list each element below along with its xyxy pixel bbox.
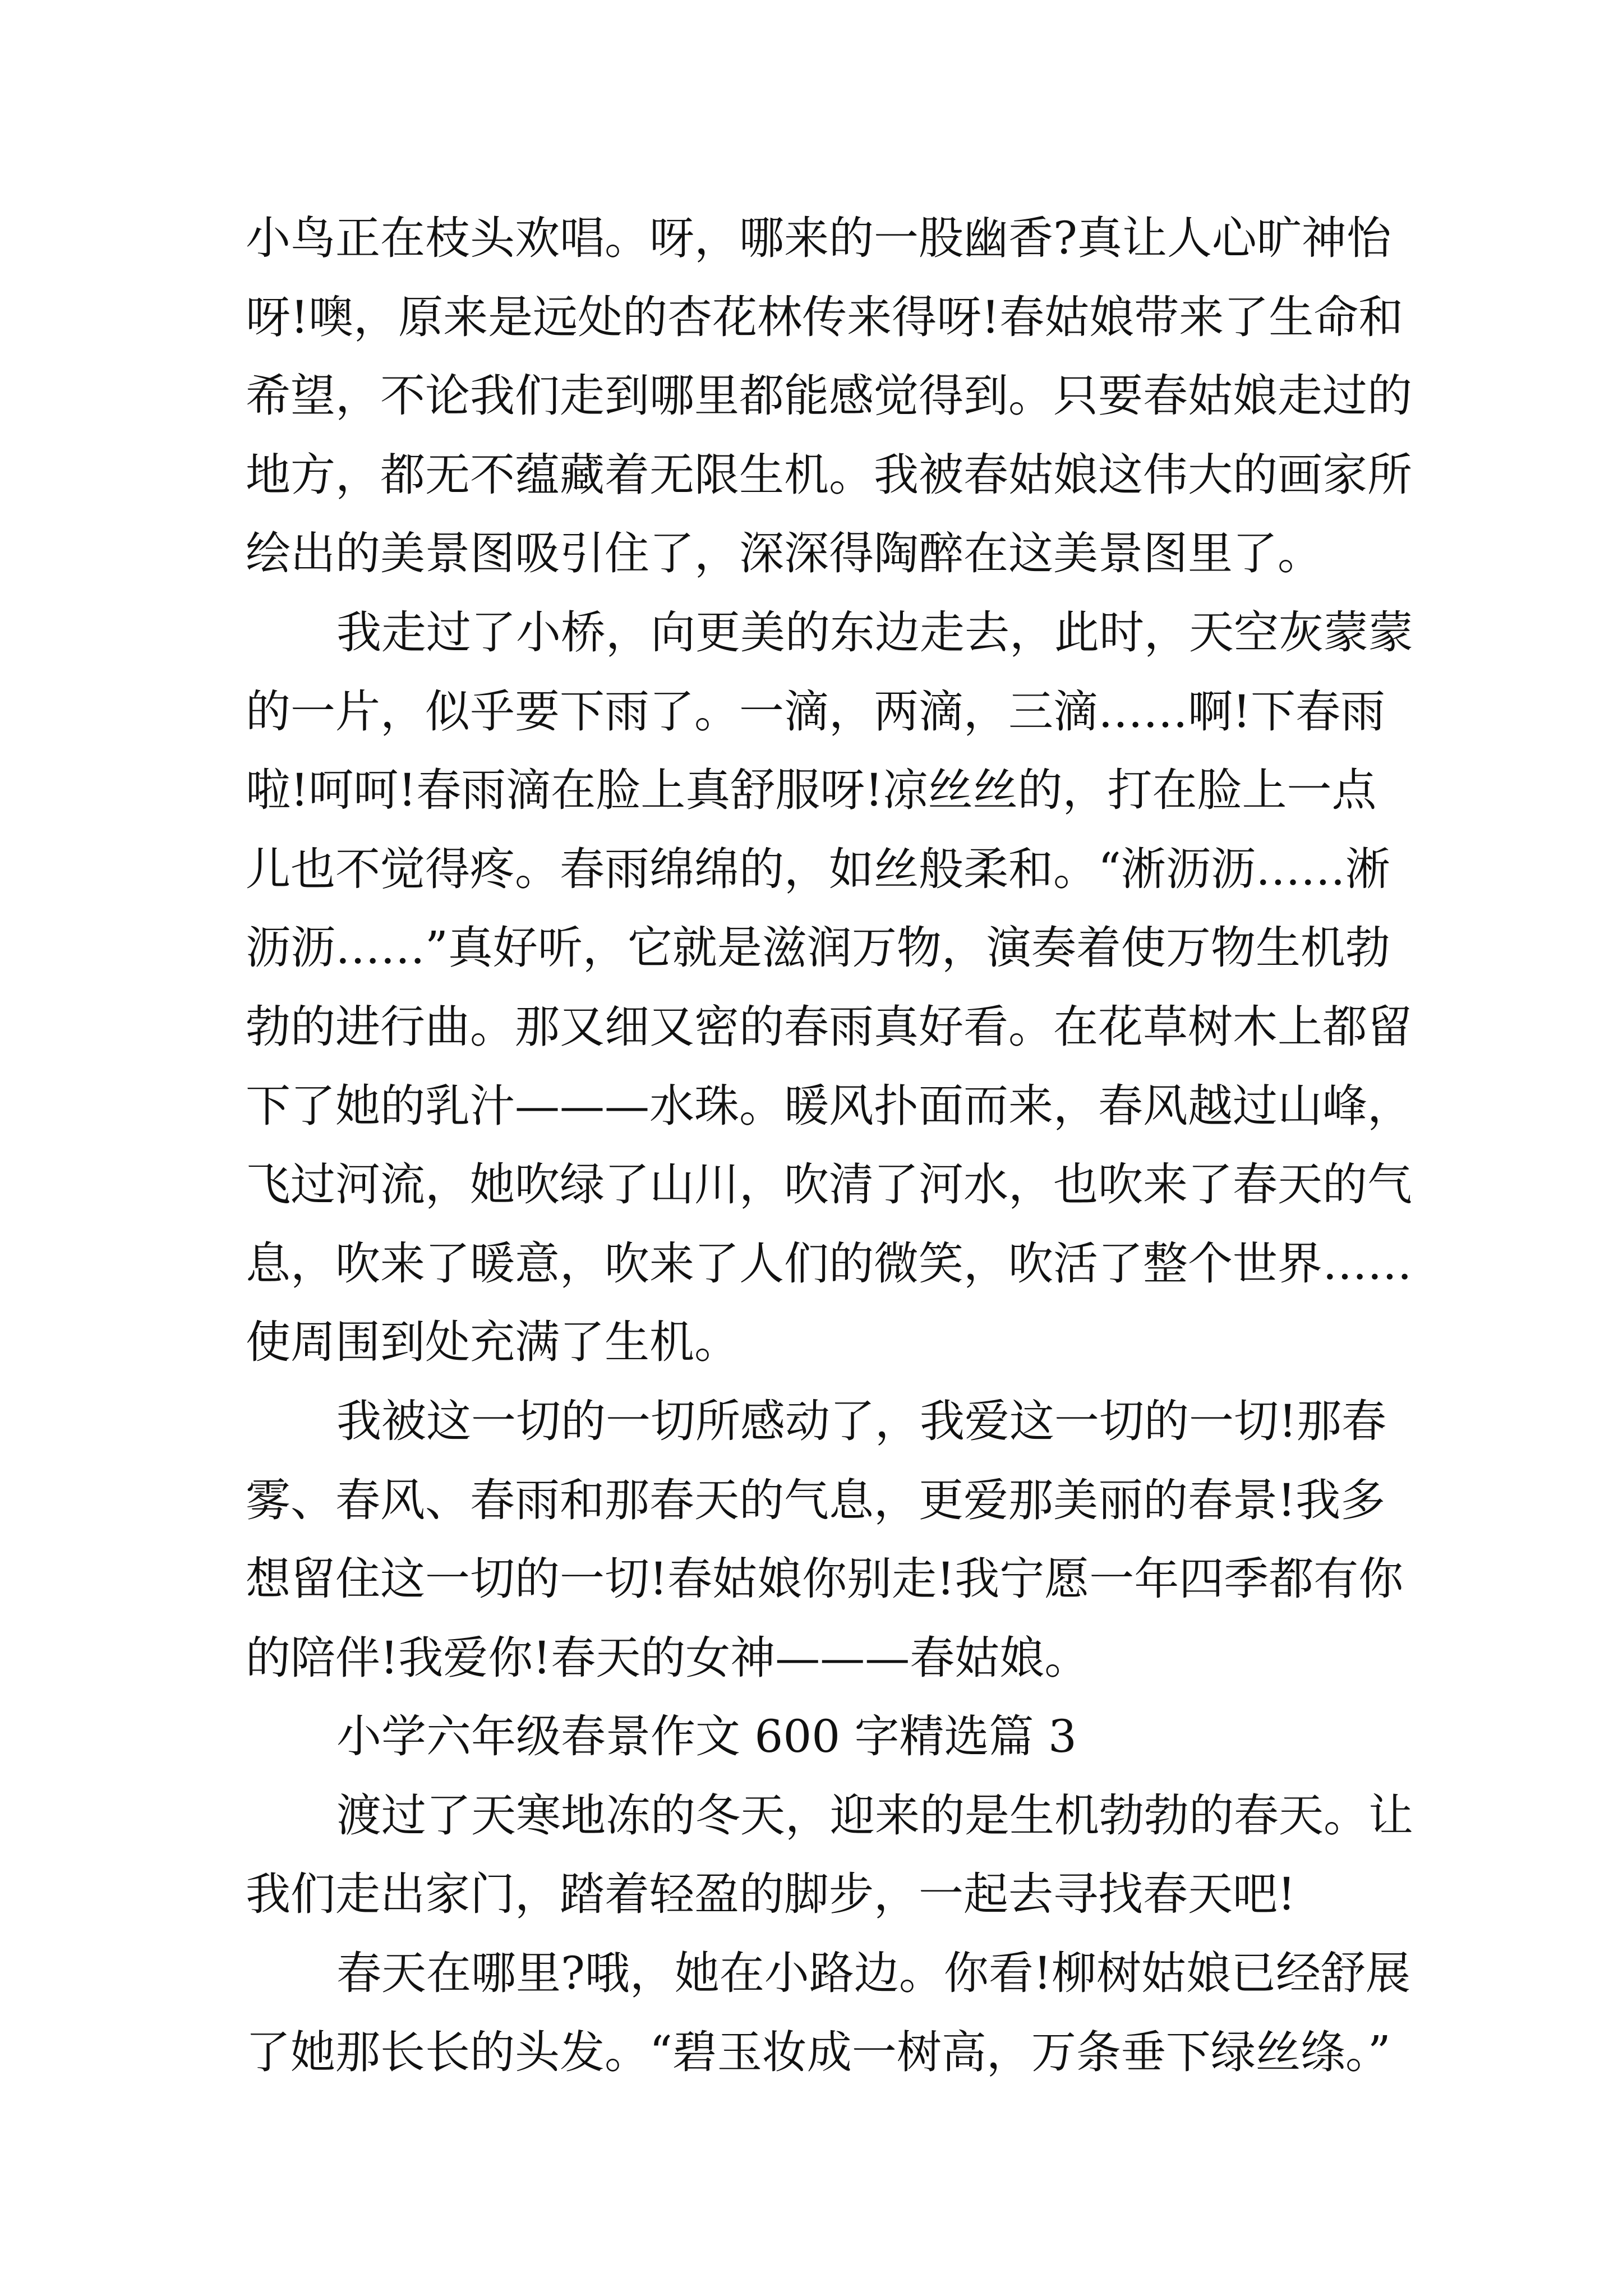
text-line: 的陪伴!我爱你!春天的女神———春姑娘。 bbox=[246, 1631, 1090, 1684]
text-line: 我被这一切的一切所感动了，我爱这一切的一切!那春 bbox=[336, 1395, 1387, 1447]
text-line: 了她那长长的头发。“碧玉妆成一树高，万条垂下绿丝绦。” bbox=[246, 2026, 1391, 2078]
text-line: 雾、春风、春雨和那春天的气息，更爱那美丽的春景!我多 bbox=[246, 1474, 1386, 1526]
text-line: 我走过了小桥，向更美的东边走去，此时，天空灰蒙蒙 bbox=[336, 606, 1413, 659]
text-line: 春天在哪里?哦，她在小路边。你看!柳树姑娘已经舒展 bbox=[336, 1947, 1411, 2000]
text-line: 下了她的乳汁———水珠。暖风扑面而来，春风越过山峰， bbox=[246, 1079, 1412, 1132]
text-line: 地方，都无不蕴藏着无限生机。我被春姑娘这伟大的画家所 bbox=[246, 448, 1412, 501]
text-line: 飞过河流，她吹绿了山川，吹清了河水，也吹来了春天的气 bbox=[246, 1158, 1412, 1211]
text-line: 啦!呵呵!春雨滴在脸上真舒服呀!凉丝丝的，打在脸上一点 bbox=[246, 764, 1377, 817]
section-heading: 小学六年级春景作文 600 字精选篇 3 bbox=[336, 1710, 1077, 1763]
text-line: 使周围到处充满了生机。 bbox=[246, 1316, 739, 1369]
text-line: 想留住这一切的一切!春姑娘你别走!我宁愿一年四季都有你 bbox=[246, 1553, 1404, 1605]
text-line: 的一片，似乎要下雨了。一滴，两滴，三滴……啊!下春雨 bbox=[246, 685, 1386, 738]
text-line: 我们走出家门，踏着轻盈的脚步，一起去寻找春天吧! bbox=[246, 1868, 1296, 1921]
text-line: 息，吹来了暖意，吹来了人们的微笑，吹活了整个世界…… bbox=[246, 1237, 1412, 1290]
text-line: 绘出的美景图吸引住了，深深得陶醉在这美景图里了。 bbox=[246, 527, 1322, 580]
text-line: 沥沥……”真好听，它就是滋润万物，演奏着使万物生机勃 bbox=[246, 922, 1390, 974]
text-line: 儿也不觉得疼。春雨绵绵的，如丝般柔和。“淅沥沥……淅 bbox=[246, 843, 1390, 895]
document-body bbox=[246, 199, 1413, 2092]
text-line: 勃的进行曲。那又细又密的春雨真好看。在花草树木上都留 bbox=[246, 1000, 1412, 1053]
text-line: 呀!噢，原来是远处的杏花林传来得呀!春姑娘带来了生命和 bbox=[246, 291, 1404, 343]
text-line: 希望，不论我们走到哪里都能感觉得到。只要春姑娘走过的 bbox=[246, 370, 1412, 422]
text-line: 渡过了天寒地冻的冬天，迎来的是生机勃勃的春天。让 bbox=[336, 1789, 1413, 1842]
text-line: 小鸟正在枝头欢唱。呀，哪来的一股幽香?真让人心旷神怡 bbox=[246, 212, 1391, 264]
